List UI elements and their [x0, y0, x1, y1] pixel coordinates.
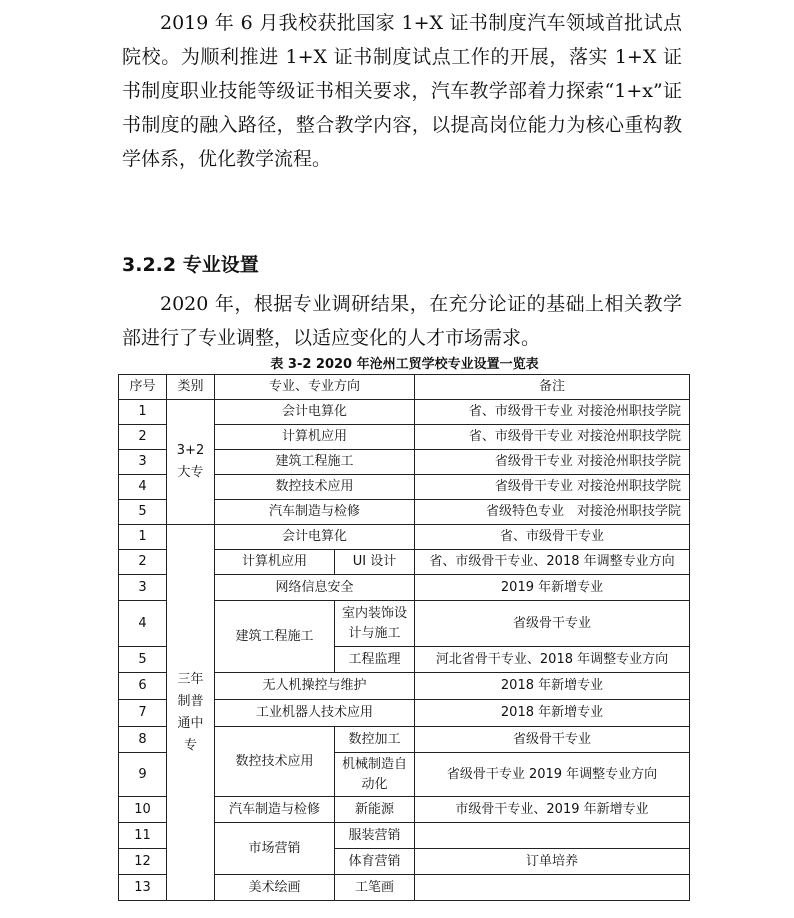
table-row	[119, 525, 690, 550]
cell-direction: 数控加工	[335, 727, 415, 753]
cell-category: 3+2 大专	[167, 400, 215, 525]
cell-major: 汽车制造与检修	[215, 500, 415, 525]
cell-note	[415, 823, 690, 849]
cell-major: 建筑工程施工	[215, 601, 335, 673]
cell-direction: 服装营销	[335, 823, 415, 849]
cell-note: 省、市级骨干专业 对接沧州职技学院	[415, 425, 690, 450]
cell-direction: 室内装饰设计与施工	[335, 601, 415, 647]
cell-no: 13	[119, 875, 167, 901]
cell-no: 2	[119, 425, 167, 450]
cell-note: 省、市级骨干专业	[415, 525, 690, 550]
cell-no: 12	[119, 849, 167, 875]
cell-no: 4	[119, 601, 167, 647]
header-note: 备注	[415, 375, 690, 400]
cell-note: 省级骨干专业 对接沧州职技学院	[415, 475, 690, 500]
cell-no: 11	[119, 823, 167, 849]
cell-major: 建筑工程施工	[215, 450, 415, 475]
cell-direction: 体育营销	[335, 849, 415, 875]
major-settings-table	[118, 374, 690, 901]
cell-direction: 机械制造自动化	[335, 753, 415, 797]
cell-no: 9	[119, 753, 167, 797]
cell-major: 会计电算化	[215, 525, 415, 550]
cell-note: 省、市级骨干专业 对接沧州职技学院	[415, 400, 690, 425]
cell-note: 市级骨干专业、2019 年新增专业	[415, 797, 690, 823]
cell-major: 工业机器人技术应用	[215, 700, 415, 727]
header-category: 类别	[167, 375, 215, 400]
cell-direction: UI 设计	[335, 550, 415, 575]
cell-no: 3	[119, 450, 167, 475]
section-heading: 3.2.2 专业设置	[122, 254, 259, 276]
cell-major: 会计电算化	[215, 400, 415, 425]
paragraph-intro: 2019 年 6 月我校获批国家 1+X 证书制度汽车领域首批试点院校。为顺利推进 1+X 证书制度试点工作的开展，落实 1+X 证书制度职业技能等级证书相关要求，汽车教学部着力探索“1+x”证书制度的融入路径，整合教学内容，以提高岗位能力为核心重构教学体系，优化教学流程。	[122, 12, 682, 170]
cell-direction: 工程监理	[335, 647, 415, 673]
cell-note: 省级骨干专业 对接沧州职技学院	[415, 450, 690, 475]
cell-no: 10	[119, 797, 167, 823]
cell-category: 三年制普通中专	[167, 525, 215, 901]
header-no: 序号	[119, 375, 167, 400]
cell-no: 1	[119, 525, 167, 550]
cell-no: 3	[119, 575, 167, 601]
paragraph-adjustment: 2020 年，根据专业调研结果，在充分论证的基础上相关教学部进行了专业调整，以适应变化的人才市场需求。	[122, 293, 682, 349]
cell-note: 2018 年新增专业	[415, 673, 690, 700]
cell-note: 河北省骨干专业、2018 年调整专业方向	[415, 647, 690, 673]
cell-no: 6	[119, 673, 167, 700]
cell-direction: 新能源	[335, 797, 415, 823]
cell-note: 省级特色专业 对接沧州职技学院	[415, 500, 690, 525]
cell-note	[415, 875, 690, 901]
cell-major: 计算机应用	[215, 550, 335, 575]
cell-major: 无人机操控与维护	[215, 673, 415, 700]
cell-major: 市场营销	[215, 823, 335, 875]
cell-no: 8	[119, 727, 167, 753]
cell-major: 计算机应用	[215, 425, 415, 450]
table-row	[119, 400, 690, 425]
cell-note: 省、市级骨干专业、2018 年调整专业方向	[415, 550, 690, 575]
table-header-row	[119, 375, 690, 400]
cell-no: 2	[119, 550, 167, 575]
cell-no: 1	[119, 400, 167, 425]
cell-note: 省级骨干专业	[415, 601, 690, 647]
table-caption: 表 3-2 2020 年沧州工贸学校专业设置一览表	[270, 357, 539, 372]
cell-major: 美术绘画	[215, 875, 335, 901]
header-major: 专业、专业方向	[215, 375, 415, 400]
cell-no: 5	[119, 647, 167, 673]
cell-major: 网络信息安全	[215, 575, 415, 601]
cell-note: 订单培养	[415, 849, 690, 875]
cell-major: 汽车制造与检修	[215, 797, 335, 823]
cell-note: 2018 年新增专业	[415, 700, 690, 727]
cell-major: 数控技术应用	[215, 727, 335, 797]
cell-no: 7	[119, 700, 167, 727]
cell-direction: 工笔画	[335, 875, 415, 901]
cell-note: 省级骨干专业 2019 年调整专业方向	[415, 753, 690, 797]
cell-no: 5	[119, 500, 167, 525]
cell-no: 4	[119, 475, 167, 500]
cell-note: 省级骨干专业	[415, 727, 690, 753]
cell-note: 2019 年新增专业	[415, 575, 690, 601]
cell-major: 数控技术应用	[215, 475, 415, 500]
